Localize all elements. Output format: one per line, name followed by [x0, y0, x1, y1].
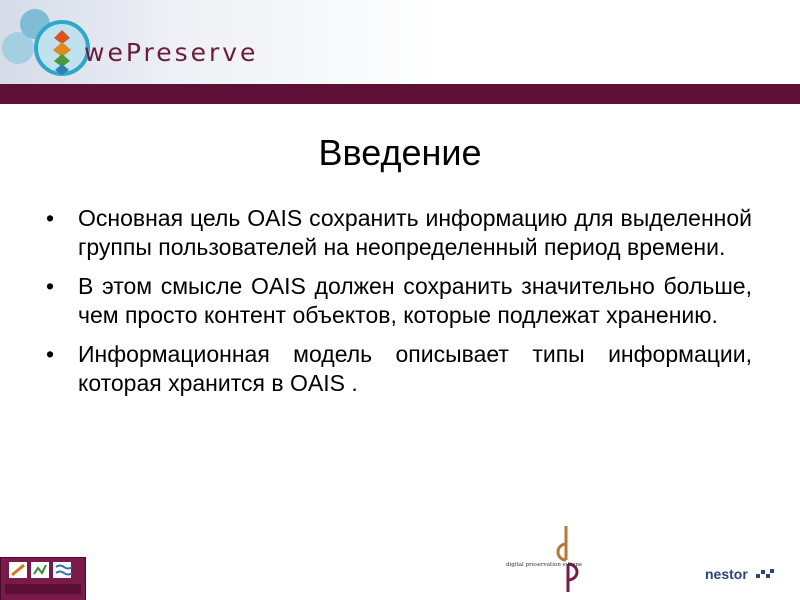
bullet-marker: • [46, 273, 55, 299]
dpe-mark-icon [506, 520, 594, 594]
dpe-logo-text: digital preservation europe [506, 562, 583, 568]
slide-title: Введение [318, 132, 482, 173]
bullet-marker: • [46, 205, 55, 231]
dpe-logo [506, 520, 594, 594]
bullet-item [44, 204, 752, 262]
bullet-text: Основная цель OAIS сохранить информацию для выделенной группы пользователей на неопределенный период времени. [78, 205, 752, 260]
bullet-text: В этом смысле OAIS должен сохранить значительно больше, чем просто контент объектов, которые подлежат хранению. [78, 273, 752, 328]
header-band [0, 84, 800, 104]
bullet-item [44, 272, 752, 330]
bullet-marker: • [46, 341, 55, 367]
nestor-logo-icon [756, 568, 774, 582]
bullet-item [44, 340, 752, 398]
bullet-list [44, 204, 752, 408]
brand-name: wePreserve [84, 38, 259, 67]
partner-logo-icon [0, 557, 86, 600]
bullet-text: Информационная модель описывает типы информации, которая хранится в OAIS . [78, 341, 752, 396]
nestor-logo-text: nestor [705, 566, 748, 582]
